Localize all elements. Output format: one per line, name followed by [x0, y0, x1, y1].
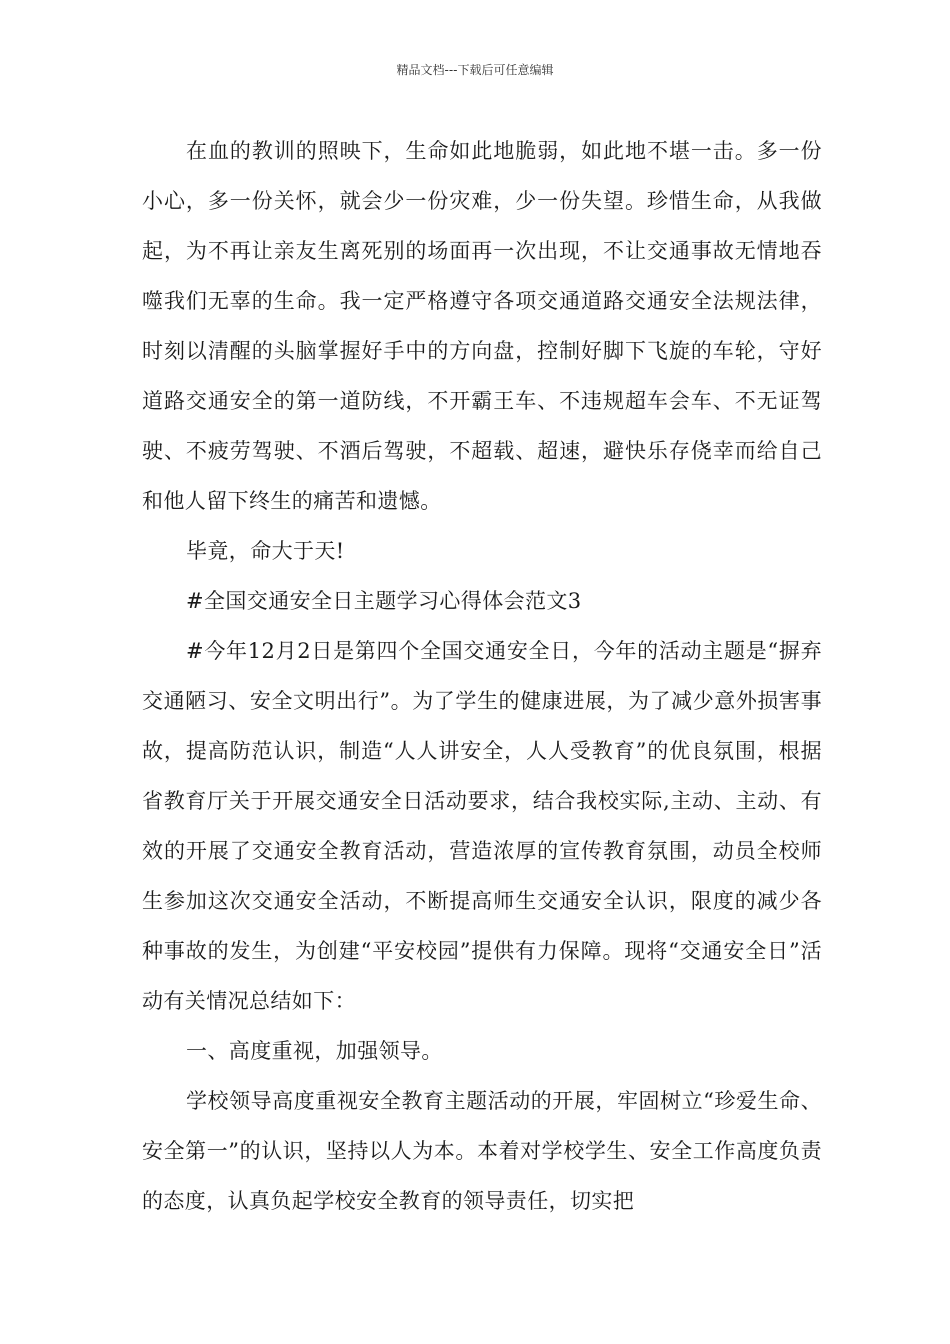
page-header: 精品文档---下载后可任意编辑	[396, 63, 554, 77]
document-body	[142, 126, 822, 1226]
section-title-essay-3: #全国交通安全日主题学习心得体会范文3	[186, 589, 582, 613]
paragraph-life-above-all: 毕竟，命大于天!	[186, 539, 345, 563]
heading-leadership: 一、高度重视，加强领导。	[186, 1039, 443, 1063]
paragraph-leadership-detail: 学校领导高度重视安全教育主题活动的开展，牢固树立“珍爱生命、安全第一”的认识，坚持以人为本。本着对学校学生、安全工作高度负责的态度，认真负起学校安全教育的领导责任，切实把	[142, 1089, 822, 1213]
paragraph-safety-day-intro: #今年12月2日是第四个全国交通安全日，今年的活动主题是“摒弃交通陋习、安全文明出行”。为了学生的健康进展，为了减少意外损害事故，提高防范认识，制造“人人讲安全，人人受教育”的优良氛围，根据省教育厅关于开展交通安全日活动要求，结合我校实际,主动、主动、有效的开展了交通安全教育活动，营造浓厚的宣传教育氛围，动员全校师生参加这次交通安全活动，不断提高师生交通安全认识，限度的减少各种事故的发生，为创建“平安校园”提供有力保障。现将“交通安全日”活动有关情况总结如下：	[142, 639, 822, 1013]
paragraph-traffic-reflection: 在血的教训的照映下，生命如此地脆弱，如此地不堪一击。多一份小心，多一份关怀，就会少一份灾难，少一份失望。珍惜生命，从我做起，为不再让亲友生离死别的场面再一次出现，不让交通事故无情地吞噬我们无辜的生命。我一定严格遵守各项交通道路交通安全法规法律，时刻以清醒的头脑掌握好手中的方向盘，控制好脚下飞旋的车轮，守好道路交通安全的第一道防线，不开霸王车、不违规超车会车、不无证驾驶、不疲劳驾驶、不酒后驾驶，不超载、超速，避快乐存侥幸而给自己和他人留下终生的痛苦和遗憾。	[142, 139, 822, 513]
